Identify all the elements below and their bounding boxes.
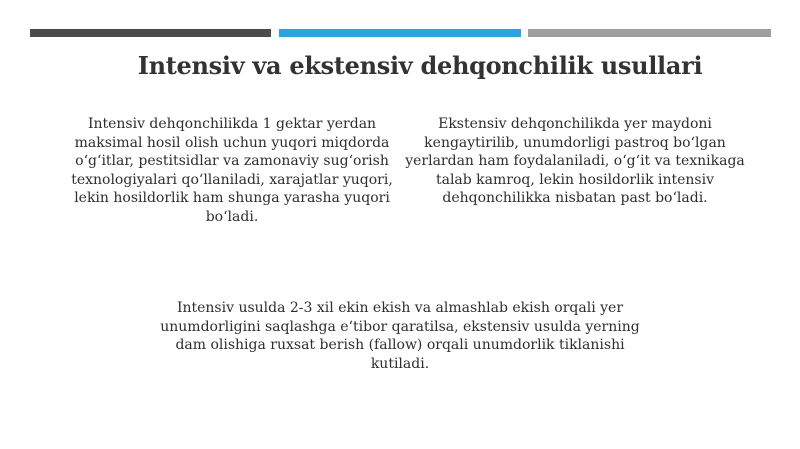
slide-title: Intensiv va ekstensiv dehqonchilik usullari — [137, 51, 703, 80]
intensive-paragraph: Intensiv dehqonchilikda 1 gektar yerdan maksimal hosil olish uchun yuqori miqdorda o‘g‘itlar, pestitsidlar va zamonaviy sug‘orish texnologiyalari qo‘llaniladi, xarajatlar yuqori, lekin hosildorlik ham shunga yarasha yuqori bo‘ladi. — [71, 116, 393, 225]
extensive-paragraph: Ekstensiv dehqonchilikda yer maydoni kengaytirilib, unumdorligi pastroq bo‘lgan yerlardan ham foydalaniladi, o‘g‘it va texnikaga talab kamroq, lekin hosildorlik intensiv dehqonchilikka nisbatan past bo‘ladi. — [405, 116, 745, 206]
accent-bar-dark — [30, 29, 271, 37]
accent-bar-gray — [528, 29, 771, 37]
accent-bar-blue — [279, 29, 521, 37]
comparison-paragraph: Intensiv usulda 2-3 xil ekin ekish va almashlab ekish orqali yer unumdorligini saqlashga e‘tibor qaratilsa, ekstensiv usulda yerning dam olishiga ruxsat berish (fallow) orqali unumdorlik tiklanishi kutiladi. — [160, 300, 640, 372]
